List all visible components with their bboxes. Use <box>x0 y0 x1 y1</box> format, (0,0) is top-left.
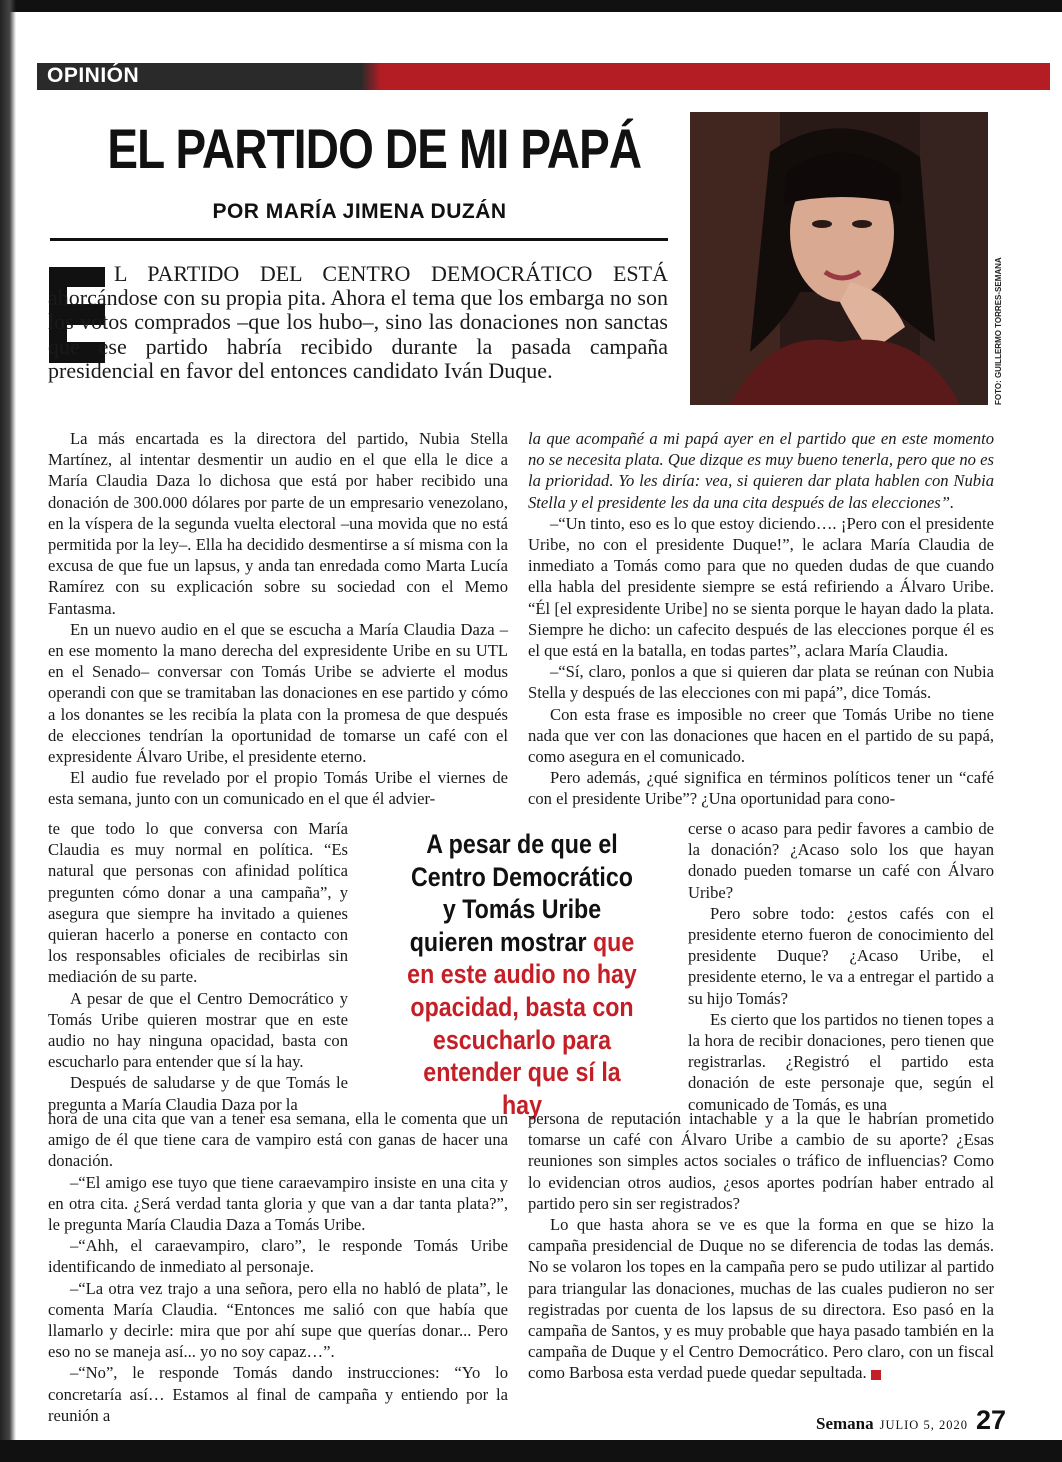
paragraph: Después de saludarse y de que Tomás le pregunta a María Claudia Daza por la <box>48 1073 348 1114</box>
column-2-bottom <box>528 1108 994 1384</box>
column-1-bottom <box>48 1108 508 1426</box>
column-2-middle <box>688 818 994 1115</box>
lead-text: L PARTIDO DEL CENTRO DEMOCRÁTICO ESTÁ ahorcándose con su propia pita. Ahora el tema que los embarga no son los votos comprados –que los hubo–, sino las donaciones non sanctas que ese partido habría recibido durante la pasada campaña presidencial en favor del entonces candidato Iván Duque. <box>48 261 668 383</box>
author-photo <box>690 112 988 405</box>
paragraph <box>528 1214 994 1384</box>
paragraph: –“La otra vez trajo a una señora, pero ella no habló de plata”, le comenta María Claudia. “Entonces me salió con que había que llamarlo y decirle: mira que por ahí supe que querías donar... Pero eso no se maneja así... yo no soy capaz…”. <box>48 1278 508 1362</box>
photo-credit: FOTO: GUILLERMO TORRES-SEMANA <box>994 257 1003 405</box>
paragraph: A pesar de que el Centro Democrático y Tomás Uribe quieren mostrar que en este audio no hay ninguna opacidad, basta con escucharlo para entender que sí la hay. <box>48 988 348 1072</box>
article-byline: POR MARÍA JIMENA DUZÁN <box>212 200 507 223</box>
paragraph: –“No”, le responde Tomás dando instrucciones: “Yo lo concretaría así… Estamos al final de campaña y entiendo por la reunión a <box>48 1363 508 1425</box>
column-1-top <box>48 428 508 810</box>
column-1-middle <box>48 818 348 1115</box>
paragraph: El audio fue revelado por el propio Tomás Uribe el viernes de esta semana, junto con un comunicado en el que él advier- <box>48 768 508 809</box>
paragraph: –“Un tinto, eso es lo que estoy diciendo…. ¡Pero con el presidente Uribe, no con el presidente Duque!”, le aclara María Claudia de inmediato a Tomás como para que no queden dudas de que cuando ella habla del presidente siempre se está refiriendo a Álvaro Uribe. “Él [el expresidente Uribe] no se sienta porque le hayan dado la plata. Siempre he dicho: un cafecito después de las elecciones porque él es el que está en la batalla, en todas partes”, aclara María Claudia. <box>528 513 994 661</box>
paragraph: Es cierto que los partidos no tienen topes a la hora de recibir donaciones, pero tienen que registrarlas. ¿Registró el partido esta donación de este personaje que, según el comunicado de Tomás, es una <box>688 1009 994 1114</box>
paragraph: La más encartada es la directora del partido, Nubia Stella Martínez, al intentar desmentir un audio en el que ella le dice a María Claudia Daza lo dichosa que está por haber recibido una donación de 300.000 dólares por parte de un empresario venezolano, en la víspera de la segunda vuelta electoral –una movida que no está permitida por la ley–. Ella ha decidido desmentirse a sí misma con la excusa de que fue un lapsus, y anda tan enredada como Marta Lucía Ramírez con su explicación sobre su sociedad con el Memo Fantasma. <box>48 429 508 618</box>
end-mark-icon <box>871 1370 881 1380</box>
magazine-name: Semana <box>815 1414 874 1433</box>
paragraph: Pero además, ¿qué significa en términos políticos tener un “café con el presidente Uribe”? ¿Una oportunidad para cono- <box>528 768 994 809</box>
closing-paragraph-text: Lo que hasta ahora se ve es que la forma en que se hizo la campaña presidencial de Duque no se diferencia de todas las demás. No se volaron los topes en la campaña pero se pudo utilizar al partido para triangular las donaciones, muchas de las cuales pudieron no ser registradas por cuenta de los lapsus de su directora. Eso pasó en la campaña de Santos, y es muy probable que haya pasado también en la campaña de Duque y el Centro Democrático. Pero claro, con un fiscal como Barbosa esta verdad puede quedar sepultada. <box>528 1215 994 1383</box>
scan-bottom-edge <box>0 1440 1062 1462</box>
column-2-top <box>528 428 994 810</box>
paragraph: –“El amigo ese tuyo que tiene caraevampiro insiste en una cita y en otra cita. ¿Será verdad tanta gloria y que van a dar tanta plata?”, le pregunta María Claudia Daza a Tomás Uribe. <box>48 1172 508 1235</box>
issue-date: JULIO 5, 2020 <box>879 1418 968 1432</box>
paragraph: Pero sobre todo: ¿estos cafés con el presidente eterno fueron de conocimiento del presidente Duque? ¿Acaso Uribe, el presidente eterno, le va a entregar el partido a su hijo Tomás? <box>688 903 994 1008</box>
paragraph: la que acompañé a mi papá ayer en el partido que en este momento no se necesita plata. Que dizque es muy bueno tenerla, pero que no es la prioridad. Yo les diría: vea, si quieren dar plata hablen con Nubia Stella y el presidente les da una cita después de las elecciones”. <box>528 429 994 512</box>
pull-quote-dark: A pesar de que el Centro Democrático y Tomás Uribe quieren mostrar <box>409 829 633 957</box>
page-footer <box>816 1405 1006 1436</box>
title-rule <box>50 238 668 241</box>
paragraph: –“Ahh, el caraevampiro, claro”, le responde Tomás Uribe identificando de inmediato al personaje. <box>48 1236 508 1277</box>
scan-top-edge <box>0 0 1062 12</box>
paragraph: –“Sí, claro, ponlos a que si quieren dar plata se reúnan con Nubia Stella y después de las elecciones con mi papá”, dice Tomás. <box>528 662 994 703</box>
paragraph: cerse o acaso para pedir favores a cambio de la donación? ¿Acaso solo los que hayan donado pueden tomarse un café con Álvaro Uribe? <box>688 819 994 902</box>
article-title: EL PARTIDO DE MI PAPÁ <box>107 117 642 180</box>
paragraph: En un nuevo audio en el que se escucha a María Claudia Daza –en ese momento la mano derecha del expresidente Uribe en su UTL en el Senado– conversar con Tomás Uribe se advierte el modus operandi con que se tramitaban las donaciones en ese partido y cómo a los donantes se les recibía la plata con la promesa de que después de elecciones tendrían la oportunidad de tomarse un café con el expresidente Álvaro Uribe, el presidente eterno. <box>48 619 508 767</box>
paragraph: persona de reputación intachable y a la que le habrían prometido tomarse un café con Álvaro Uribe a cambio de su aporte? ¿Esas reuniones son simples actos sociales o tráfico de influencias? Como lo evidencian otros audios, ¿esos aportes podrían haber entrado al partido pero sin ser registrados? <box>528 1109 994 1213</box>
paragraph: te que todo lo que conversa con María Claudia es muy normal en política. “Es natural que personas con afinidad política pregunten cómo donar a una campaña”, y asegura que siempre ha invitado a quienes quieran hacerlo a ponerse en contacto con los responsables oficiales de recibirlas sin mediación de su parte. <box>48 819 348 987</box>
page-number: 27 <box>975 1405 1006 1435</box>
scan-left-edge <box>0 0 16 1462</box>
section-header-bar <box>37 63 1050 90</box>
pull-quote-red: que en este audio no hay opacidad, basta con escucharlo para entender que sí la hay <box>407 926 637 1120</box>
pull-quote <box>402 828 643 1121</box>
paragraph: hora de una cita que van a tener esa semana, ella le comenta que un amigo de él que tiene cara de vampiro está con ganas de hacer una donación. <box>48 1109 508 1171</box>
section-label: OPINIÓN <box>47 64 140 87</box>
lead-paragraph <box>48 262 668 383</box>
paragraph: Con esta frase es imposible no creer que Tomás Uribe no tiene nada que ver con las donaciones que hacen en el partido de su papá, como asegura en el comunicado. <box>528 704 994 767</box>
